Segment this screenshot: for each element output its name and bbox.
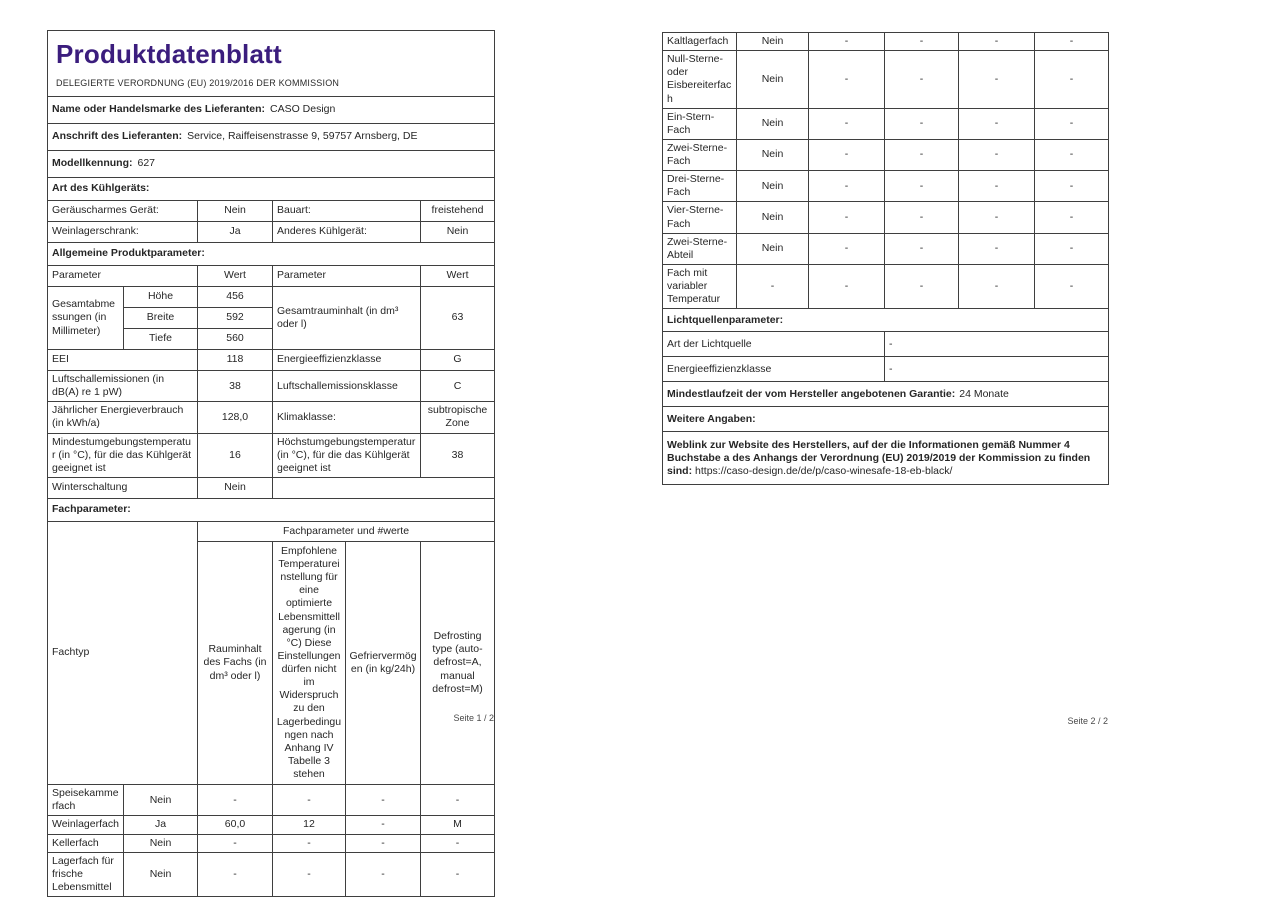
fach-name: Zwei-Sterne-Fach [663, 139, 737, 170]
fach-name: Kaltlagerfach [663, 33, 737, 51]
fach-status: Ja [124, 816, 198, 834]
fach-row [663, 233, 1109, 264]
fach-value: - [809, 264, 885, 308]
param-value: 16 [198, 433, 273, 477]
fach-value: - [959, 264, 1035, 308]
fach-value: - [809, 51, 885, 109]
fach-value: - [1035, 233, 1109, 264]
fach-row [663, 51, 1109, 109]
fach-value: - [1035, 51, 1109, 109]
fach-value: - [1035, 33, 1109, 51]
winter-row [48, 477, 495, 498]
info-label: Name oder Handelsmarke des Lieferanten: [52, 103, 265, 116]
rauminhalt-header: Rauminhalt des Fachs (in dm³ oder l) [198, 541, 273, 784]
empty-cell [273, 477, 495, 498]
fach-status: Nein [737, 108, 809, 139]
fach-status: Nein [124, 852, 198, 896]
info-label: Modellkennung: [52, 157, 133, 170]
volume-label: Gesamtrauminhalt (in dm³ oder l) [273, 287, 421, 350]
param-label: Jährlicher Energieverbrauch (in kWh/a) [48, 402, 198, 433]
fach-value: - [198, 852, 273, 896]
fach-status: Nein [737, 171, 809, 202]
temperatur-header: Empfohlene Temperatureinstellung für eine optimierte Lebensmittellagerung (in °C) Diese Einstellungen dürfen nicht im Widerspruch zu den Lagerbedingungen nach Anhang IV Tabelle 3 stehen [273, 541, 346, 784]
fach-value: - [959, 51, 1035, 109]
fach-werte-header: Fachparameter und #werte [198, 521, 495, 541]
page-2-footer: Seite 2 / 2 [1067, 716, 1108, 726]
garantie-cell [663, 382, 1109, 407]
dimension-name: Breite [124, 308, 198, 329]
fach-row [663, 171, 1109, 202]
licht-value: - [885, 332, 1109, 357]
garantie-row [663, 382, 1109, 407]
page-2 [662, 32, 1108, 485]
fach-value: M [421, 816, 495, 834]
dimension-name: Tiefe [124, 329, 198, 350]
fach-name: Speisekammerfach [48, 785, 124, 816]
supplier-info-row [48, 151, 495, 178]
fach-value: - [346, 852, 421, 896]
fach-value: - [959, 202, 1035, 233]
weblink-row [663, 432, 1109, 485]
supplier-info-row [48, 97, 495, 124]
fach-value: 60,0 [198, 816, 273, 834]
info-value: CASO Design [270, 103, 336, 116]
fach-status: Nein [737, 33, 809, 51]
section-header-row [663, 407, 1109, 432]
fach-value: - [346, 834, 421, 852]
param-label: Weinlagerschrank: [48, 222, 198, 243]
type-param-row [48, 222, 495, 243]
supplier-info-cell [48, 97, 495, 124]
section-fach-header: Fachparameter: [48, 498, 495, 521]
supplier-info-row [48, 124, 495, 151]
param-label: Energieeffizienzklasse [273, 350, 421, 371]
dimension-value: 456 [198, 287, 273, 308]
fach-status: Nein [737, 233, 809, 264]
garantie-label: Mindestlaufzeit der vom Hersteller angebotenen Garantie: [667, 387, 956, 400]
general-param-row [48, 402, 495, 433]
param-value: 118 [198, 350, 273, 371]
info-label: Anschrift des Lieferanten: [52, 130, 183, 143]
weblink-cell [663, 432, 1109, 485]
param-value: G [421, 350, 495, 371]
datasheet-table-page2 [662, 32, 1109, 485]
fach-value: - [421, 852, 495, 896]
general-param-row [48, 371, 495, 402]
licht-value: - [885, 357, 1109, 382]
fach-row [663, 202, 1109, 233]
section-weitere-header: Weitere Angaben: [663, 407, 1109, 432]
fach-value: - [809, 108, 885, 139]
fach-name: Fach mit variabler Temperatur [663, 264, 737, 308]
param-value: Nein [421, 222, 495, 243]
fach-value: - [959, 139, 1035, 170]
fach-value: - [885, 108, 959, 139]
fach-status: Nein [124, 785, 198, 816]
fach-span-header-row [48, 521, 495, 541]
column-header: Wert [198, 266, 273, 287]
datasheet-table-page1 [47, 30, 495, 897]
fach-value: - [885, 51, 959, 109]
fach-value: - [885, 33, 959, 51]
param-wert-header-row [48, 266, 495, 287]
section-header-row [48, 178, 495, 201]
dimension-value: 592 [198, 308, 273, 329]
licht-label: Art der Lichtquelle [663, 332, 885, 357]
fach-name: Drei-Sterne-Fach [663, 171, 737, 202]
fach-name: Zwei-Sterne-Abteil [663, 233, 737, 264]
fachtyp-header: Fachtyp [48, 521, 198, 784]
fach-name: Weinlagerfach [48, 816, 124, 834]
fach-row [663, 139, 1109, 170]
fach-value: - [421, 785, 495, 816]
fach-value: - [959, 171, 1035, 202]
fach-value: - [885, 171, 959, 202]
param-label: EEI [48, 350, 198, 371]
column-header: Parameter [48, 266, 198, 287]
fach-value: - [1035, 264, 1109, 308]
fach-value: - [959, 33, 1035, 51]
weblink-url: https://caso-design.de/de/p/caso-winesafe-18-eb-black/ [695, 464, 953, 477]
fach-name: Ein-Stern-Fach [663, 108, 737, 139]
title-row [48, 31, 495, 97]
fach-value: - [959, 233, 1035, 264]
fach-value: - [809, 139, 885, 170]
defrosting-header: Defrosting type (auto-defrost=A, manual defrost=M) [421, 541, 495, 784]
fach-value: - [809, 171, 885, 202]
fach-value: - [1035, 171, 1109, 202]
supplier-info-cell [48, 124, 495, 151]
fach-status: Nein [737, 202, 809, 233]
section-general-header: Allgemeine Produktparameter: [48, 243, 495, 266]
dimension-value: 560 [198, 329, 273, 350]
licht-row [663, 332, 1109, 357]
param-label: Luftschallemissionsklasse [273, 371, 421, 402]
gefriervermoegen-header: Gefriervermögen (in kg/24h) [346, 541, 421, 784]
volume-value: 63 [421, 287, 495, 350]
page-1-footer: Seite 1 / 2 [453, 713, 494, 723]
document-subtitle: DELEGIERTE VERORDNUNG (EU) 2019/2016 DER KOMMISSION [56, 77, 340, 88]
fach-value: - [1035, 202, 1109, 233]
dimension-name: Höhe [124, 287, 198, 308]
general-param-row [48, 433, 495, 477]
fach-name: Null-Sterne- oder Eisbereiterfach [663, 51, 737, 109]
page-1 [47, 30, 494, 897]
garantie-value: 24 Monate [959, 387, 1009, 400]
fach-row [663, 33, 1109, 51]
fach-value: - [198, 785, 273, 816]
param-label: Höchstumgebungstemperatur (in °C), für die das Kühlgerät geeignet ist [273, 433, 421, 477]
fach-name: Vier-Sterne-Fach [663, 202, 737, 233]
type-param-row [48, 201, 495, 222]
document-title: Produktdatenblatt [56, 39, 282, 69]
supplier-info-cell [48, 151, 495, 178]
fach-value: - [885, 139, 959, 170]
fach-value: - [885, 264, 959, 308]
dimensions-label: Gesamtabmessungen (in Millimeter) [48, 287, 124, 350]
section-header-row [48, 243, 495, 266]
param-value: 38 [421, 433, 495, 477]
fach-value: - [809, 202, 885, 233]
fach-value: - [959, 108, 1035, 139]
fach-value: - [421, 834, 495, 852]
fach-value: - [1035, 139, 1109, 170]
param-label: Luftschallemissionen (in dB(A) re 1 pW) [48, 371, 198, 402]
param-label: Bauart: [273, 201, 421, 222]
fach-row [48, 816, 495, 834]
fach-value: 12 [273, 816, 346, 834]
fach-status: Nein [737, 51, 809, 109]
licht-row [663, 357, 1109, 382]
param-value: Ja [198, 222, 273, 243]
param-value: 128,0 [198, 402, 273, 433]
licht-label: Energieeffizienzklasse [663, 357, 885, 382]
section-type-header: Art des Kühlgeräts: [48, 178, 495, 201]
param-label: Klimaklasse: [273, 402, 421, 433]
fach-status: Nein [737, 139, 809, 170]
info-value: 627 [137, 157, 156, 170]
title-cell [48, 31, 495, 97]
param-label: Geräuscharmes Gerät: [48, 201, 198, 222]
fach-row [663, 264, 1109, 308]
section-header-row [48, 498, 495, 521]
fach-value: - [885, 202, 959, 233]
fach-value: - [809, 33, 885, 51]
fach-value: - [198, 834, 273, 852]
general-param-row [48, 350, 495, 371]
fach-row [663, 108, 1109, 139]
info-value: Service, Raiffeisenstrasse 9, 59757 Arnsberg, DE [187, 130, 418, 143]
fach-status: - [737, 264, 809, 308]
param-value: Nein [198, 201, 273, 222]
fach-value: - [346, 785, 421, 816]
fach-value: - [273, 785, 346, 816]
fach-value: - [273, 852, 346, 896]
fach-value: - [885, 233, 959, 264]
param-value: Nein [198, 477, 273, 498]
dimensions-row [48, 287, 495, 308]
param-value: C [421, 371, 495, 402]
section-licht-header: Lichtquellenparameter: [663, 309, 1109, 332]
param-value: freistehend [421, 201, 495, 222]
fach-name: Lagerfach für frische Lebensmittel [48, 852, 124, 896]
fach-status: Nein [124, 834, 198, 852]
param-label: Mindestumgebungstemperatur (in °C), für die das Kühlgerät geeignet ist [48, 433, 198, 477]
fach-name: Kellerfach [48, 834, 124, 852]
param-value: 38 [198, 371, 273, 402]
param-label: Anderes Kühlgerät: [273, 222, 421, 243]
weblink-label: Weblink zur Website des Herstellers, auf der die Informationen gemäß Nummer 4 Buchstabe a des Anhangs der Verordnung (EU) 2019/2019 der Kommission zu finden sind: [667, 438, 1091, 477]
fach-row [48, 785, 495, 816]
param-value: subtropische Zone [421, 402, 495, 433]
fach-value: - [809, 233, 885, 264]
fach-row [48, 834, 495, 852]
column-header: Wert [421, 266, 495, 287]
fach-row [48, 852, 495, 896]
fach-value: - [1035, 108, 1109, 139]
column-header: Parameter [273, 266, 421, 287]
fach-value: - [346, 816, 421, 834]
param-label: Winterschaltung [48, 477, 198, 498]
section-header-row [663, 309, 1109, 332]
fach-value: - [273, 834, 346, 852]
